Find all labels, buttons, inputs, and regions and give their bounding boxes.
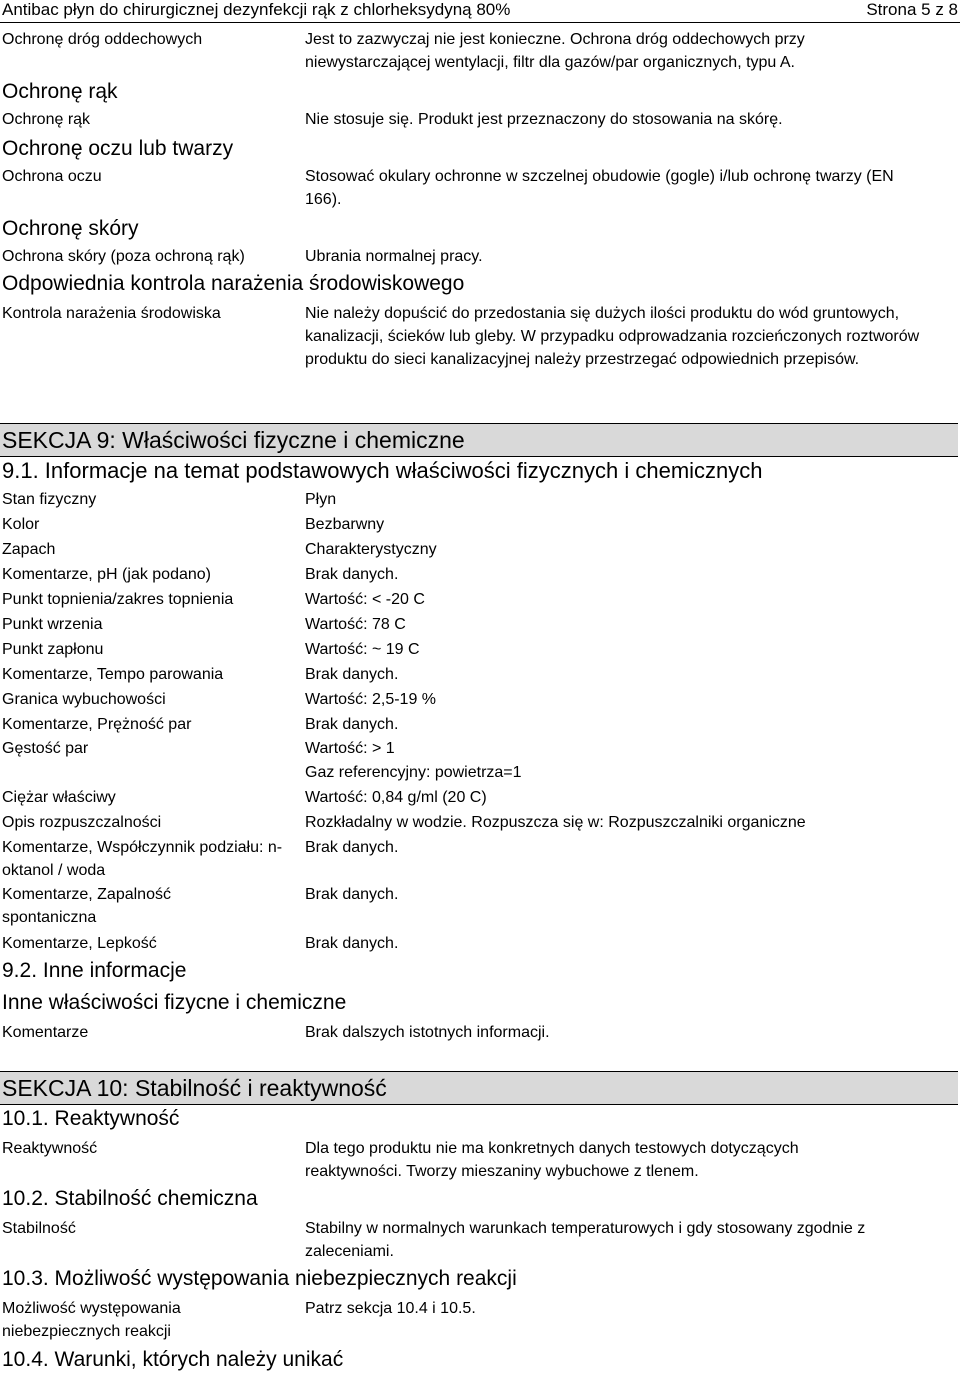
property-value: Brak danych. [305, 666, 399, 683]
env-control-value: Nie należy dopuścić do przedostania się dużych ilości produktu do wód gruntowych, kanalizacji, ścieków lub gleby. W przypadku odprowadzania rozcieńczonych roztworów produktu do sieci kanalizacyjnej należy przestrzegać odpowiednich przepisów. [305, 305, 920, 368]
subsection-9-2-heading: 9.2. Inne informacje [2, 959, 187, 982]
subsection-10-4-heading: 10.4. Warunki, których należy unikać [2, 1348, 344, 1371]
hand-protection-value: Nie stosuje się. Produkt jest przeznaczony do stosowania na skórę. [305, 111, 783, 128]
subsection-10-2-heading: 10.2. Stabilność chemiczna [2, 1187, 258, 1210]
subsection-9-1-heading: 9.1. Informacje na temat podstawowych właściwości fizycznych i chemicznych [2, 458, 763, 483]
comments-label: Komentarze [2, 1024, 89, 1041]
skin-protection-label: Ochrona skóry (poza ochroną rąk) [2, 248, 245, 265]
hand-protection-label: Ochronę rąk [2, 111, 91, 128]
eye-protection-label: Ochrona oczu [2, 168, 102, 185]
property-label: Punkt wrzenia [2, 616, 103, 633]
property-value: Wartość: > 1 [305, 740, 395, 757]
page-number: Strona 5 z 8 [866, 0, 958, 19]
property-label: Granica wybuchowości [2, 691, 166, 708]
eye-protection-heading: Ochronę oczu lub twarzy [2, 137, 234, 160]
reactivity-label: Reaktywność [2, 1140, 98, 1157]
reactivity-value: Dla tego produktu nie ma konkretnych danych testowych dotyczących reaktywności. Tworzy mieszaniny wybuchowe z tlenem. [305, 1140, 799, 1180]
subsection-10-3-heading: 10.3. Możliwość występowania niebezpiecznych reakcji [2, 1267, 517, 1290]
property-label: Komentarze, Lepkość [2, 935, 157, 952]
property-value-secondary: Gaz referencyjny: powietrza=1 [305, 764, 522, 781]
property-value: Bezbarwny [305, 516, 385, 533]
property-value: Wartość: < -20 C [305, 591, 425, 608]
property-value: Charakterystyczny [305, 541, 437, 558]
eye-protection-value: Stosować okulary ochronne w szczelnej obudowie (gogle) i/lub ochronę twarzy (EN 166). [305, 168, 894, 208]
section-10-title: SEKCJA 10: Stabilność i reaktywność [2, 1075, 387, 1101]
property-label: Opis rozpuszczalności [2, 814, 162, 831]
property-value: Brak danych. [305, 566, 399, 583]
subsection-10-1-heading: 10.1. Reaktywność [2, 1107, 180, 1130]
hazardous-reactions-label: Możliwość występowania niebezpiecznych reakcji [2, 1300, 181, 1340]
property-value: Wartość: 78 C [305, 616, 406, 633]
respiratory-label: Ochronę dróg oddechowych [2, 31, 203, 48]
page-header [0, 0, 960, 23]
stability-value: Stabilny w normalnych warunkach temperaturowych i gdy stosowany zgodnie z zaleceniami. [305, 1220, 866, 1260]
property-label: Komentarze, Tempo parowania [2, 666, 224, 683]
property-value: Wartość: 2,5-19 % [305, 691, 437, 708]
property-value: Brak danych. [305, 716, 399, 733]
hazardous-reactions-value: Patrz sekcja 10.4 i 10.5. [305, 1300, 476, 1317]
section-10-banner [0, 1071, 958, 1105]
property-label: Stan fizyczny [2, 491, 97, 508]
property-label: Komentarze, pH (jak podano) [2, 566, 211, 583]
property-value: Wartość: ~ 19 C [305, 641, 420, 658]
skin-protection-value: Ubrania normalnej pracy. [305, 248, 483, 265]
property-label: Punkt zapłonu [2, 641, 104, 658]
section-9-title: SEKCJA 9: Właściwości fizyczne i chemiczne [2, 427, 465, 453]
property-value: Brak danych. [305, 839, 399, 856]
env-control-label: Kontrola narażenia środowiska [2, 305, 221, 322]
property-label: Kolor [2, 516, 40, 533]
property-value: Rozkładalny w wodzie. Rozpuszcza się w: Rozpuszczalniki organiczne [305, 814, 806, 831]
property-label: Gęstość par [2, 740, 89, 757]
property-label: Komentarze, Zapalność spontaniczna [2, 886, 171, 926]
property-label: Komentarze, Współczynnik podziału: n-oktanol / woda [2, 839, 283, 879]
section-9-banner [0, 423, 958, 457]
property-value: Wartość: 0,84 g/ml (20 C) [305, 789, 487, 806]
hand-protection-heading: Ochronę rąk [2, 80, 118, 103]
property-value: Płyn [305, 491, 337, 508]
respiratory-value: Jest to zazwyczaj nie jest konieczne. Ochrona dróg oddechowych przy niewystarczającej wentylacji, filtr dla gazów/par organicznych, typu A. [305, 31, 805, 71]
property-value: Brak danych. [305, 935, 399, 952]
skin-protection-heading: Ochronę skóry [2, 217, 139, 240]
comments-value: Brak dalszych istotnych informacji. [305, 1024, 550, 1041]
document-title: Antibac płyn do chirurgicznej dezynfekcji rąk z chlorheksydyną 80% [2, 0, 511, 19]
property-label: Punkt topnienia/zakres topnienia [2, 591, 234, 608]
property-value: Brak danych. [305, 886, 399, 903]
other-properties-heading: Inne właściwości fizycne i chemiczne [2, 991, 347, 1014]
property-label: Ciężar właściwy [2, 789, 116, 806]
env-control-heading: Odpowiednia kontrola narażenia środowiskowego [2, 272, 465, 295]
stability-label: Stabilność [2, 1220, 76, 1237]
property-label: Komentarze, Prężność par [2, 716, 192, 733]
property-label: Zapach [2, 541, 56, 558]
